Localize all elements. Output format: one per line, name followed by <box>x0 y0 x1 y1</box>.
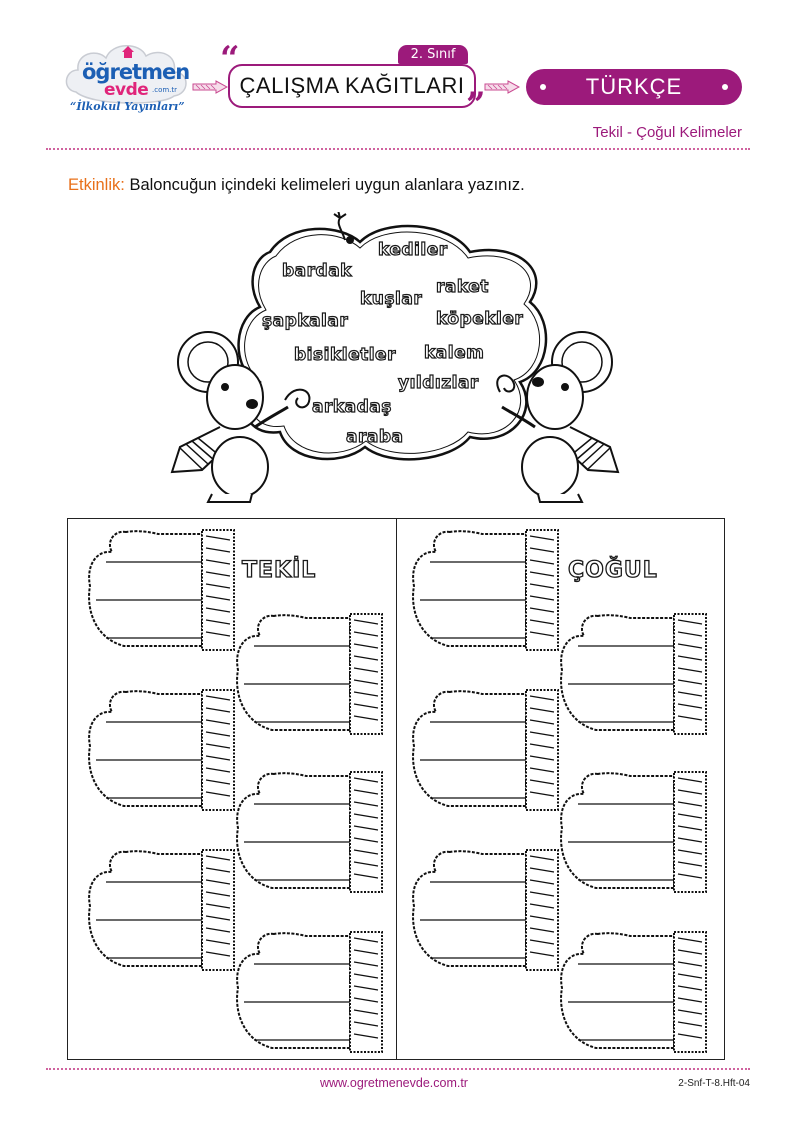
dot-icon <box>540 84 546 90</box>
column-title-cogul: ÇOĞUL <box>568 558 658 583</box>
cloud-word: bardak <box>282 261 352 281</box>
footer-divider <box>46 1068 750 1070</box>
cloud-word: arkadaş <box>312 397 392 417</box>
mitten-answer-box[interactable] <box>232 930 388 1054</box>
mitten-answer-box[interactable] <box>84 528 240 652</box>
column-title-tekil: TEKİL <box>242 558 317 583</box>
logo-word-ogretmen: öğretmen <box>82 60 190 84</box>
cloud-word: bisikletler <box>294 345 396 365</box>
mitten-answer-box[interactable] <box>232 770 388 894</box>
cloud-word: yıldızlar <box>398 373 479 393</box>
mitten-answer-box[interactable] <box>84 688 240 812</box>
cloud-word: kalem <box>424 343 485 363</box>
column-divider <box>396 518 397 1060</box>
mitten-answer-box[interactable] <box>556 770 712 894</box>
cloud-word: kediler <box>378 240 448 260</box>
arrow-right-icon <box>192 80 228 94</box>
instruction <box>68 176 525 195</box>
cloud-word: kuşlar <box>360 289 423 309</box>
logo-word-evde: evde <box>104 80 149 100</box>
mitten-answer-box[interactable] <box>556 612 712 736</box>
mitten-answer-box[interactable] <box>232 612 388 736</box>
cloud-word: şapkalar <box>262 311 349 331</box>
close-quote-icon: ” <box>466 85 486 125</box>
mitten-answer-box[interactable] <box>408 528 564 652</box>
instruction-text: Baloncuğun içindeki kelimeleri uygun alanlara yazınız. <box>124 176 525 194</box>
instruction-label: Etkinlik: <box>68 176 125 194</box>
logo-subtitle: “İlkokul Yayınları” <box>70 100 185 113</box>
worksheet-title: ÇALIŞMA KAĞITLARI <box>228 64 476 108</box>
mitten-answer-box[interactable] <box>408 848 564 972</box>
footer-page-code: 2-Snf-T-8.Hft-04 <box>678 1078 750 1089</box>
grade-badge: 2. Sınıf <box>398 45 468 64</box>
cloud-word: köpekler <box>436 309 524 329</box>
mitten-answer-box[interactable] <box>556 930 712 1054</box>
dot-icon <box>722 84 728 90</box>
logo-domain: .com.tr <box>152 86 178 94</box>
topic-label: Tekil - Çoğul Kelimeler <box>592 124 742 141</box>
arrow-right-icon <box>484 80 520 94</box>
header-divider <box>46 148 750 150</box>
open-quote-icon: “ <box>220 39 240 79</box>
subject-pill <box>526 69 742 105</box>
mitten-answer-box[interactable] <box>408 688 564 812</box>
publisher-logo <box>62 40 192 125</box>
cloud-word: araba <box>346 427 404 447</box>
footer-website-link[interactable]: www.ogretmenevde.com.tr <box>320 1076 468 1090</box>
subject-label: TÜRKÇE <box>585 74 683 99</box>
mitten-answer-box[interactable] <box>84 848 240 972</box>
cloud-word: raket <box>436 277 489 297</box>
